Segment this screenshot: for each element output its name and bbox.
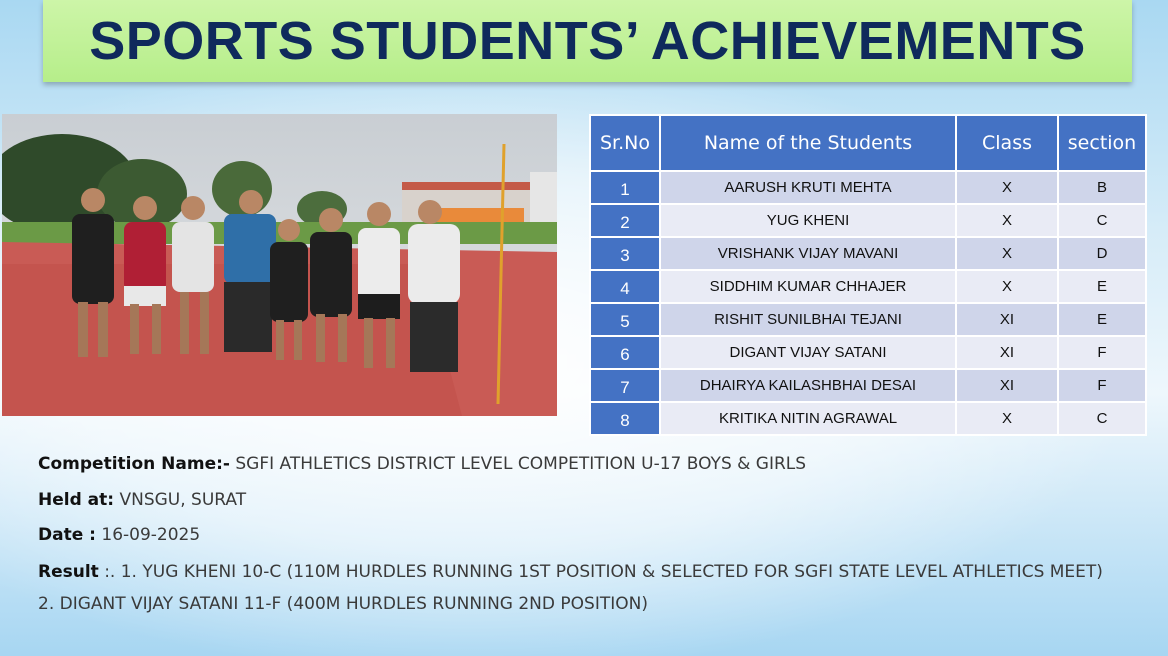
table-row — [590, 336, 1146, 369]
row-class: X — [956, 402, 1058, 435]
row-section: F — [1058, 336, 1146, 369]
row-name: SIDDHIM KUMAR CHHAJER — [660, 270, 956, 303]
row-class: X — [956, 204, 1058, 237]
row-section: E — [1058, 270, 1146, 303]
row-name: DIGANT VIJAY SATANI — [660, 336, 956, 369]
row-sr-no: 6 — [590, 336, 660, 369]
row-name: VRISHANK VIJAY MAVANI — [660, 237, 956, 270]
row-class: XI — [956, 336, 1058, 369]
header-sr-no: Sr.No — [590, 115, 660, 171]
result-value-2: 2. DIGANT VIJAY SATANI 11-F (400M HURDLES RUNNING 2ND POSITION) — [38, 594, 648, 614]
held-value: VNSGU, SURAT — [119, 490, 247, 510]
row-sr-no: 7 — [590, 369, 660, 402]
competition-label: Competition Name:- — [38, 454, 230, 474]
table-row — [590, 237, 1146, 270]
table-row — [590, 171, 1146, 204]
date-label: Date : — [38, 525, 96, 545]
table-row — [590, 402, 1146, 435]
row-class: X — [956, 237, 1058, 270]
table-row — [590, 270, 1146, 303]
header-section: section — [1058, 115, 1146, 171]
row-class: X — [956, 270, 1058, 303]
row-sr-no: 5 — [590, 303, 660, 336]
row-class: X — [956, 171, 1058, 204]
competition-line — [38, 454, 806, 474]
row-section: C — [1058, 204, 1146, 237]
competition-value: SGFI ATHLETICS DISTRICT LEVEL COMPETITION U-17 BOYS & GIRLS — [235, 454, 807, 474]
team-photo — [2, 114, 557, 416]
table-row — [590, 369, 1146, 402]
row-name: KRITIKA NITIN AGRAWAL — [660, 402, 956, 435]
row-section: D — [1058, 237, 1146, 270]
result-line-2 — [38, 594, 648, 614]
result-line-1 — [38, 562, 1103, 582]
row-name: YUG KHENI — [660, 204, 956, 237]
date-value: 16-09-2025 — [101, 525, 201, 545]
row-sr-no: 8 — [590, 402, 660, 435]
row-section: E — [1058, 303, 1146, 336]
row-class: XI — [956, 303, 1058, 336]
result-label: Result — [38, 562, 99, 582]
row-section: F — [1058, 369, 1146, 402]
row-name: DHAIRYA KAILASHBHAI DESAI — [660, 369, 956, 402]
students-table — [589, 114, 1147, 436]
table-header-row — [590, 115, 1146, 171]
row-sr-no: 2 — [590, 204, 660, 237]
result-value-1: :. 1. YUG KHENI 10-C (110M HURDLES RUNNING 1ST POSITION & SELECTED FOR SGFI STATE LEVEL ATHLETICS MEET) — [104, 562, 1103, 582]
row-sr-no: 3 — [590, 237, 660, 270]
table-row — [590, 303, 1146, 336]
date-line — [38, 525, 200, 545]
page-title: SPORTS STUDENTS’ ACHIEVEMENTS — [89, 11, 1086, 71]
title-banner — [43, 0, 1132, 82]
header-class: Class — [956, 115, 1058, 171]
row-name: AARUSH KRUTI MEHTA — [660, 171, 956, 204]
header-name: Name of the Students — [660, 115, 956, 171]
held-at-line — [38, 490, 246, 510]
row-section: C — [1058, 402, 1146, 435]
held-label: Held at: — [38, 490, 115, 510]
table-row — [590, 204, 1146, 237]
row-name: RISHIT SUNILBHAI TEJANI — [660, 303, 956, 336]
row-sr-no: 1 — [590, 171, 660, 204]
row-section: B — [1058, 171, 1146, 204]
row-class: XI — [956, 369, 1058, 402]
row-sr-no: 4 — [590, 270, 660, 303]
